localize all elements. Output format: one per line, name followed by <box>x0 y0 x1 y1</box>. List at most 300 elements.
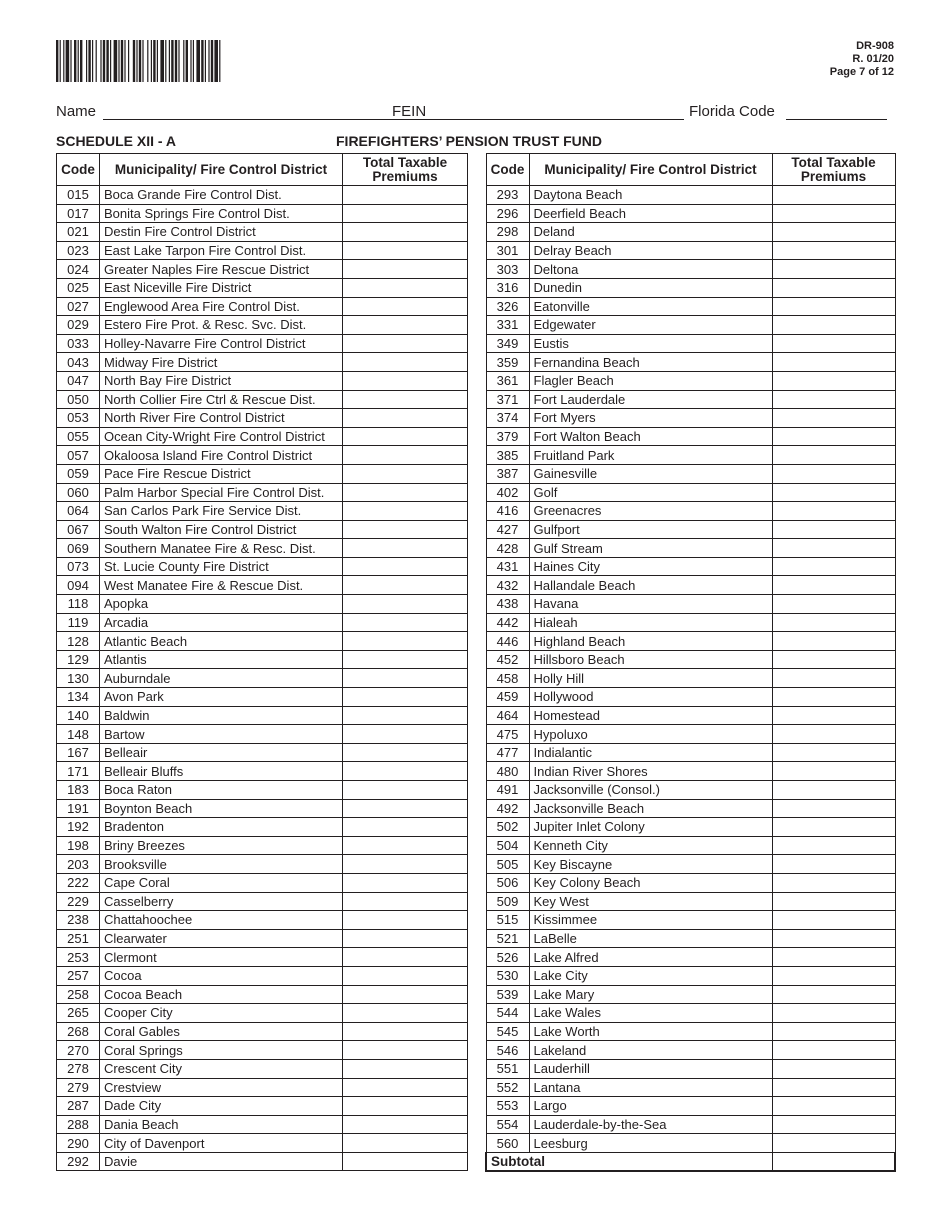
premium-amount-field[interactable] <box>343 855 468 874</box>
table-row <box>57 613 468 632</box>
premium-amount-field[interactable] <box>772 260 895 279</box>
barcode-bar <box>219 40 220 82</box>
row-municipality: Dania Beach <box>100 1115 343 1134</box>
premium-amount-field[interactable] <box>772 409 895 428</box>
barcode-bar <box>80 40 82 82</box>
table-row <box>57 1004 468 1023</box>
barcode-bar <box>139 40 141 82</box>
row-municipality: Briny Breezes <box>100 836 343 855</box>
row-municipality: Palm Harbor Special Fire Control Dist. <box>100 483 343 502</box>
table-row <box>57 539 468 558</box>
row-code: 027 <box>57 297 100 316</box>
subtotal-amount-field[interactable] <box>772 1152 895 1171</box>
barcode-bar <box>88 40 90 82</box>
table-row <box>486 1134 895 1153</box>
premium-amount-field[interactable] <box>343 781 468 800</box>
premium-amount-field[interactable] <box>343 502 468 521</box>
barcode-bar <box>169 40 170 82</box>
table-row <box>486 1022 895 1041</box>
premium-amount-field[interactable] <box>343 706 468 725</box>
premium-amount-field[interactable] <box>772 427 895 446</box>
florida-code-label: Florida Code <box>689 103 775 120</box>
table-row <box>57 966 468 985</box>
premium-amount-field[interactable] <box>343 1022 468 1041</box>
row-municipality: East Lake Tarpon Fire Control Dist. <box>100 241 343 260</box>
row-municipality: Havana <box>529 595 772 614</box>
barcode-bar <box>110 40 111 82</box>
table-row <box>57 818 468 837</box>
table-row <box>486 613 895 632</box>
premium-amount-field[interactable] <box>343 371 468 390</box>
premium-amount-field[interactable] <box>772 223 895 242</box>
premium-amount-field[interactable] <box>343 260 468 279</box>
row-municipality: North Bay Fire District <box>100 371 343 390</box>
row-code: 130 <box>57 669 100 688</box>
florida-code-field[interactable] <box>786 119 887 120</box>
premium-amount-field[interactable] <box>343 836 468 855</box>
premium-amount-field[interactable] <box>772 855 895 874</box>
row-municipality: Key Colony Beach <box>529 873 772 892</box>
premium-amount-field[interactable] <box>343 576 468 595</box>
premium-amount-field[interactable] <box>343 464 468 483</box>
premium-amount-field[interactable] <box>343 1097 468 1116</box>
barcode-bar <box>160 40 164 82</box>
premium-amount-field[interactable] <box>343 278 468 297</box>
premium-amount-field[interactable] <box>772 1134 895 1153</box>
table-row <box>486 799 895 818</box>
row-code: 296 <box>486 204 529 223</box>
premium-amount-field[interactable] <box>772 725 895 744</box>
premium-amount-field[interactable] <box>772 929 895 948</box>
barcode-bar <box>86 40 87 82</box>
row-code: 265 <box>57 1004 100 1023</box>
table-row <box>57 502 468 521</box>
row-code: 191 <box>57 799 100 818</box>
row-municipality: Cocoa Beach <box>100 985 343 1004</box>
row-municipality: Fruitland Park <box>529 446 772 465</box>
row-code: 506 <box>486 873 529 892</box>
premium-amount-field[interactable] <box>772 353 895 372</box>
row-municipality: Crestview <box>100 1078 343 1097</box>
row-municipality: Cooper City <box>100 1004 343 1023</box>
premium-amount-field[interactable] <box>343 223 468 242</box>
name-label: Name <box>56 103 97 120</box>
premium-amount-field[interactable] <box>772 1059 895 1078</box>
row-code: 504 <box>486 836 529 855</box>
premium-amount-field[interactable] <box>772 1097 895 1116</box>
table-row <box>486 557 895 576</box>
row-municipality: Holly Hill <box>529 669 772 688</box>
premium-amount-field[interactable] <box>772 371 895 390</box>
row-municipality: Belleair <box>100 743 343 762</box>
premium-amount-field[interactable] <box>772 557 895 576</box>
premium-amount-field[interactable] <box>343 743 468 762</box>
row-municipality: North River Fire Control District <box>100 409 343 428</box>
premium-amount-field[interactable] <box>772 706 895 725</box>
premium-amount-field[interactable] <box>343 427 468 446</box>
premium-amount-field[interactable] <box>772 743 895 762</box>
premium-amount-field[interactable] <box>343 334 468 353</box>
table-row <box>486 204 895 223</box>
premium-amount-field[interactable] <box>343 985 468 1004</box>
row-municipality: Lake Wales <box>529 1004 772 1023</box>
premium-amount-field[interactable] <box>772 204 895 223</box>
table-row <box>57 911 468 930</box>
row-municipality: San Carlos Park Fire Service Dist. <box>100 502 343 521</box>
premium-amount-field[interactable] <box>343 1115 468 1134</box>
premium-amount-field[interactable] <box>343 873 468 892</box>
row-municipality: Atlantic Beach <box>100 632 343 651</box>
table-row <box>486 520 895 539</box>
premium-amount-field[interactable] <box>772 948 895 967</box>
premium-amount-field[interactable] <box>343 446 468 465</box>
row-municipality: Coral Gables <box>100 1022 343 1041</box>
table-row <box>486 409 895 428</box>
row-municipality: Belleair Bluffs <box>100 762 343 781</box>
premium-amount-field[interactable] <box>772 1004 895 1023</box>
row-municipality: Jupiter Inlet Colony <box>529 818 772 837</box>
row-municipality: Boynton Beach <box>100 799 343 818</box>
table-row <box>486 743 895 762</box>
row-municipality: West Manatee Fire & Rescue Dist. <box>100 576 343 595</box>
row-municipality: Lakeland <box>529 1041 772 1060</box>
table-row <box>486 669 895 688</box>
table-row <box>57 204 468 223</box>
premium-amount-field[interactable] <box>772 297 895 316</box>
premium-amount-field[interactable] <box>772 781 895 800</box>
row-code: 060 <box>57 483 100 502</box>
row-code: 067 <box>57 520 100 539</box>
row-code: 438 <box>486 595 529 614</box>
premium-amount-field[interactable] <box>772 669 895 688</box>
table-row <box>486 1059 895 1078</box>
row-code: 094 <box>57 576 100 595</box>
premium-amount-field[interactable] <box>343 1059 468 1078</box>
premium-amount-field[interactable] <box>772 278 895 297</box>
premium-amount-field[interactable] <box>772 316 895 335</box>
row-code: 024 <box>57 260 100 279</box>
fund-title: FIREFIGHTERS’ PENSION TRUST FUND <box>336 133 603 149</box>
premium-amount-field[interactable] <box>343 241 468 260</box>
premium-amount-field[interactable] <box>772 483 895 502</box>
row-municipality: Fernandina Beach <box>529 353 772 372</box>
row-code: 064 <box>57 502 100 521</box>
table-row <box>486 241 895 260</box>
premium-amount-field[interactable] <box>772 1022 895 1041</box>
row-code: 183 <box>57 781 100 800</box>
premium-amount-field[interactable] <box>772 241 895 260</box>
premium-amount-field[interactable] <box>772 762 895 781</box>
premium-amount-field[interactable] <box>343 595 468 614</box>
form-identifier <box>830 40 894 79</box>
row-code: 374 <box>486 409 529 428</box>
premium-amount-field[interactable] <box>343 669 468 688</box>
premium-amount-field[interactable] <box>772 186 895 205</box>
row-municipality: Davie <box>100 1152 343 1171</box>
premium-amount-field[interactable] <box>772 688 895 707</box>
premium-amount-field[interactable] <box>343 948 468 967</box>
premium-amount-field[interactable] <box>343 204 468 223</box>
barcode-bar <box>128 40 129 82</box>
row-code: 069 <box>57 539 100 558</box>
row-code: 238 <box>57 911 100 930</box>
premium-amount-field[interactable] <box>343 353 468 372</box>
table-row <box>57 316 468 335</box>
table-row <box>486 539 895 558</box>
barcode-bar <box>147 40 148 82</box>
premium-amount-field[interactable] <box>343 520 468 539</box>
premium-amount-field[interactable] <box>772 1115 895 1134</box>
premium-amount-field[interactable] <box>343 1134 468 1153</box>
row-municipality: Ocean City-Wright Fire Control District <box>100 427 343 446</box>
row-municipality: Chattahoochee <box>100 911 343 930</box>
barcode-bar <box>151 40 152 82</box>
table-row <box>57 892 468 911</box>
row-code: 059 <box>57 464 100 483</box>
premium-amount-field[interactable] <box>772 911 895 930</box>
row-municipality: Eatonville <box>529 297 772 316</box>
row-municipality: Key Biscayne <box>529 855 772 874</box>
row-municipality: Jacksonville Beach <box>529 799 772 818</box>
row-code: 446 <box>486 632 529 651</box>
premium-amount-field[interactable] <box>343 316 468 335</box>
premium-amount-field[interactable] <box>772 334 895 353</box>
table-row <box>57 278 468 297</box>
row-code: 530 <box>486 966 529 985</box>
row-municipality: St. Lucie County Fire District <box>100 557 343 576</box>
row-municipality: Edgewater <box>529 316 772 335</box>
row-municipality: Greenacres <box>529 502 772 521</box>
premium-amount-field[interactable] <box>343 818 468 837</box>
row-municipality: Casselberry <box>100 892 343 911</box>
row-municipality: Leesburg <box>529 1134 772 1153</box>
row-code: 359 <box>486 353 529 372</box>
table-row <box>57 781 468 800</box>
row-code: 442 <box>486 613 529 632</box>
table-row <box>486 725 895 744</box>
row-code: 222 <box>57 873 100 892</box>
row-code: 316 <box>486 278 529 297</box>
premium-amount-field[interactable] <box>343 650 468 669</box>
row-municipality: Deland <box>529 223 772 242</box>
row-code: 129 <box>57 650 100 669</box>
barcode-bar <box>100 40 101 82</box>
row-municipality: Southern Manatee Fire & Resc. Dist. <box>100 539 343 558</box>
barcode-bar <box>121 40 123 82</box>
table-row <box>486 427 895 446</box>
table-row <box>57 371 468 390</box>
row-code: 349 <box>486 334 529 353</box>
table-row <box>57 1097 468 1116</box>
barcode-bar <box>175 40 177 82</box>
premium-amount-field[interactable] <box>772 892 895 911</box>
name-field[interactable] <box>103 119 430 120</box>
table-row <box>57 632 468 651</box>
premium-amount-field[interactable] <box>772 446 895 465</box>
barcode-bar <box>186 40 188 82</box>
premium-amount-field[interactable] <box>772 650 895 669</box>
row-municipality: Destin Fire Control District <box>100 223 343 242</box>
premium-amount-field[interactable] <box>772 464 895 483</box>
table-row <box>486 911 895 930</box>
table-row <box>57 873 468 892</box>
row-municipality: Baldwin <box>100 706 343 725</box>
row-municipality: Estero Fire Prot. & Resc. Svc. Dist. <box>100 316 343 335</box>
premium-amount-field[interactable] <box>343 539 468 558</box>
row-code: 502 <box>486 818 529 837</box>
subtotal-row <box>486 1152 895 1171</box>
row-code: 385 <box>486 446 529 465</box>
table-row <box>486 688 895 707</box>
row-municipality: Holley-Navarre Fire Control District <box>100 334 343 353</box>
row-code: 521 <box>486 929 529 948</box>
row-code: 198 <box>57 836 100 855</box>
row-municipality: Arcadia <box>100 613 343 632</box>
row-code: 553 <box>486 1097 529 1116</box>
premium-amount-field[interactable] <box>343 297 468 316</box>
table-row <box>57 446 468 465</box>
row-code: 515 <box>486 911 529 930</box>
barcode-bar <box>106 40 108 82</box>
row-municipality: Pace Fire Rescue District <box>100 464 343 483</box>
table-row <box>486 762 895 781</box>
row-code: 560 <box>486 1134 529 1153</box>
premium-amount-field[interactable] <box>772 390 895 409</box>
barcode-bar <box>201 40 203 82</box>
row-municipality: Fort Walton Beach <box>529 427 772 446</box>
premium-amount-field[interactable] <box>772 1078 895 1097</box>
premium-amount-field[interactable] <box>343 390 468 409</box>
table-row <box>57 241 468 260</box>
premium-amount-field[interactable] <box>343 186 468 205</box>
premium-amount-field[interactable] <box>343 892 468 911</box>
row-code: 428 <box>486 539 529 558</box>
row-code: 128 <box>57 632 100 651</box>
table-row <box>57 929 468 948</box>
row-municipality: Lake Alfred <box>529 948 772 967</box>
row-code: 017 <box>57 204 100 223</box>
premium-amount-field[interactable] <box>772 520 895 539</box>
row-code: 492 <box>486 799 529 818</box>
table-row <box>486 781 895 800</box>
municipality-header: Municipality/ Fire Control District <box>100 154 343 186</box>
row-code: 171 <box>57 762 100 781</box>
row-code: 464 <box>486 706 529 725</box>
row-municipality: Deerfield Beach <box>529 204 772 223</box>
row-code: 480 <box>486 762 529 781</box>
premium-amount-field[interactable] <box>343 966 468 985</box>
row-municipality: Kissimmee <box>529 911 772 930</box>
premium-amount-field[interactable] <box>772 818 895 837</box>
premium-amount-field[interactable] <box>343 911 468 930</box>
premium-amount-field[interactable] <box>772 966 895 985</box>
barcode <box>56 40 280 82</box>
premium-amount-field[interactable] <box>772 1041 895 1060</box>
premium-amount-field[interactable] <box>772 595 895 614</box>
fein-label: FEIN <box>392 103 427 120</box>
table-row <box>486 595 895 614</box>
table-row <box>57 576 468 595</box>
table-row <box>486 464 895 483</box>
row-municipality: Boca Grande Fire Control Dist. <box>100 186 343 205</box>
premium-amount-field[interactable] <box>343 688 468 707</box>
premium-amount-field[interactable] <box>343 1152 468 1171</box>
premium-amount-field[interactable] <box>343 762 468 781</box>
table-row <box>486 966 895 985</box>
premium-amount-field[interactable] <box>772 836 895 855</box>
table-row <box>486 502 895 521</box>
premium-amount-field[interactable] <box>343 613 468 632</box>
table-row <box>486 892 895 911</box>
row-code: 331 <box>486 316 529 335</box>
barcode-bar <box>70 40 71 82</box>
row-code: 303 <box>486 260 529 279</box>
row-code: 402 <box>486 483 529 502</box>
premium-amount-field[interactable] <box>772 799 895 818</box>
row-municipality: Dunedin <box>529 278 772 297</box>
table-row <box>486 1004 895 1023</box>
table-row <box>57 260 468 279</box>
table-row <box>486 390 895 409</box>
barcode-bar <box>214 40 218 82</box>
row-municipality: Apopka <box>100 595 343 614</box>
table-row <box>57 855 468 874</box>
premium-amount-field[interactable] <box>343 1078 468 1097</box>
row-municipality: Hillsboro Beach <box>529 650 772 669</box>
premium-amount-field[interactable] <box>772 502 895 521</box>
table-row <box>486 985 895 1004</box>
row-code: 361 <box>486 371 529 390</box>
table-row <box>486 1041 895 1060</box>
table-row <box>57 725 468 744</box>
table-row <box>57 948 468 967</box>
row-code: 552 <box>486 1078 529 1097</box>
premium-amount-field[interactable] <box>343 1004 468 1023</box>
premium-amount-field[interactable] <box>343 929 468 948</box>
premium-amount-field[interactable] <box>343 799 468 818</box>
table-row <box>486 1097 895 1116</box>
barcode-bar <box>190 40 191 82</box>
table-row <box>57 223 468 242</box>
barcode-bar <box>63 40 64 82</box>
premium-amount-field[interactable] <box>772 539 895 558</box>
premium-amount-field[interactable] <box>343 483 468 502</box>
premium-amount-field[interactable] <box>343 632 468 651</box>
table-row <box>57 1115 468 1134</box>
premium-amount-field[interactable] <box>343 409 468 428</box>
row-code: 257 <box>57 966 100 985</box>
row-municipality: Hallandale Beach <box>529 576 772 595</box>
premium-amount-field[interactable] <box>772 873 895 892</box>
premium-amount-field[interactable] <box>772 613 895 632</box>
fein-field[interactable] <box>428 119 684 120</box>
premium-amount-field[interactable] <box>343 1041 468 1060</box>
premiums-header: Total Taxable Premiums <box>343 154 468 186</box>
premium-amount-field[interactable] <box>772 632 895 651</box>
row-code: 118 <box>57 595 100 614</box>
row-municipality: Bartow <box>100 725 343 744</box>
row-municipality: Haines City <box>529 557 772 576</box>
row-code: 545 <box>486 1022 529 1041</box>
premium-amount-field[interactable] <box>343 725 468 744</box>
row-code: 253 <box>57 948 100 967</box>
table-row <box>57 1152 468 1171</box>
table-row <box>57 390 468 409</box>
premium-amount-field[interactable] <box>772 576 895 595</box>
premium-amount-field[interactable] <box>772 985 895 1004</box>
premium-amount-field[interactable] <box>343 557 468 576</box>
row-code: 073 <box>57 557 100 576</box>
